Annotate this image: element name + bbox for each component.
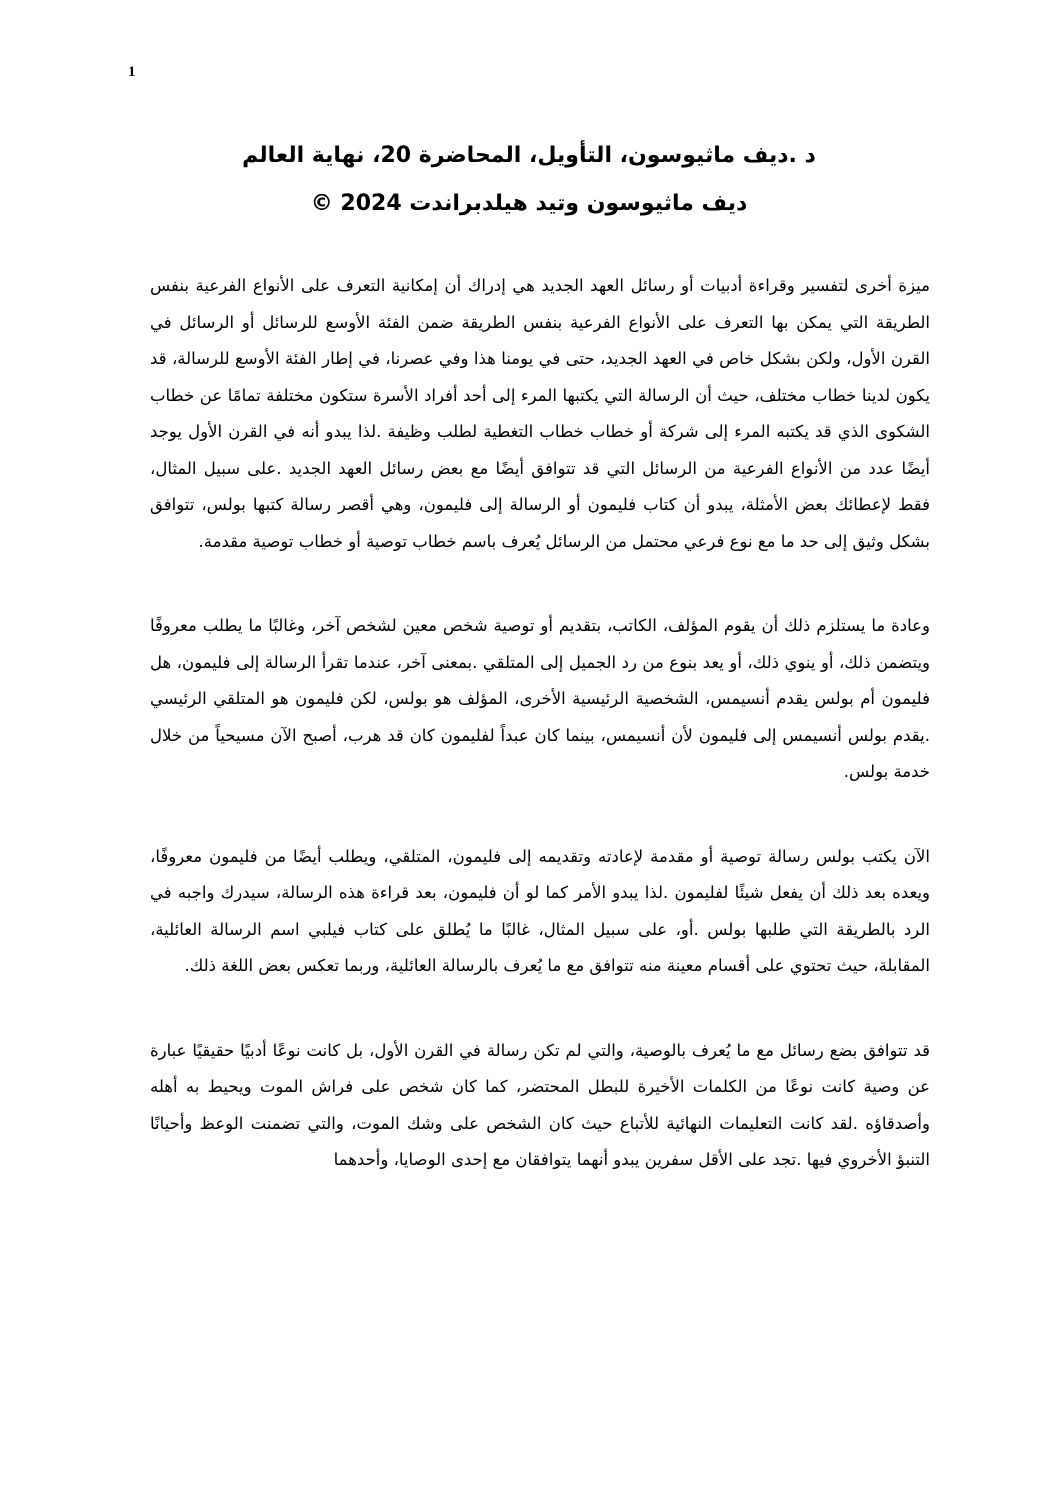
paragraph-2: وعادة ما يستلزم ذلك أن يقوم المؤلف، الكاتب، بتقديم أو توصية شخص معين لشخص آخر، وغالبًا ما يطلب معروفًا ويتضمن ذلك، أو ينوي ذلك، أو يعد بنوع من رد الجميل إلى المتلقي .بمعنى آخر، عندما تقرأ الرسالة إلى فليمون، هل فليمون أم بولس يقدم أنسيمس، الشخصية الرئيسية الأخرى، المؤلف هو بولس، لكن فليمون هو المتلقي الرئيسي .يقدم بولس أنسيمس إلى فليمون لأن أنسيمس، بينما كان عبداً لفليمون كان قد هرب، أصبح الآن مسيحياً من خلال خدمة بولس.: [150, 616, 930, 781]
paragraph-3: الآن يكتب بولس رسالة توصية أو مقدمة لإعادته وتقديمه إلى فليمون، المتلقي، ويطلب أيضًا من فليمون معروفًا، ويعده بعد ذلك أن يفعل شيئًا لفليمون .لذا يبدو الأمر كما لو أن فليمون، بعد قراءة هذه الرسالة، سيدرك واجبه في الرد بالطريقة التي طلبها بولس .أو، على سبيل المثال، غالبًا ما يُطلق على كتاب فيلبي اسم الرسالة العائلية، المقابلة، حيث تحتوي على أقسام معينة منه تتوافق مع ما يُعرف بالرسالة العائلية، وربما تعكس بعض اللغة ذلك.: [150, 846, 930, 975]
document-title: د .ديف ماثيوسون، التأويل، المحاضرة 20، نهاية العالم: [242, 143, 816, 168]
title-block: [150, 132, 908, 228]
copyright-line: ديف ماثيوسون وتيد هيلدبراندت 2024 ©: [310, 191, 748, 216]
page-number: 1: [128, 64, 136, 80]
document-body: [150, 268, 930, 1227]
paragraph-4: قد تتوافق بضع رسائل مع ما يُعرف بالوصية، والتي لم تكن رسالة في القرن الأول، بل كانت نوعًا أدبيًا حقيقيًا عبارة عن وصية كانت نوعًا من الكلمات الأخيرة للبطل المحتضر، كما كان شخص على فراش الموت ويحيط به أهله وأصدقاؤه .لقد كانت التعليمات النهائية للأتباع حيث كان الشخص على وشك الموت، والتي تضمنت الوعظ وأحيانًا التنبؤ الأخروي فيها .تجد على الأقل سفرين يبدو أنهما يتوافقان مع إحدى الوصايا، وأحدهما: [150, 1040, 930, 1169]
paragraph-1: ميزة أخرى لتفسير وقراءة أدبيات أو رسائل العهد الجديد هي إدراك أن إمكانية التعرف على الأنواع الفرعية بنفس الطريقة التي يمكن بها التعرف على الأنواع الفرعية بنفس الطريقة ضمن الفئة الأوسع للرسائل أو الرسائل في القرن الأول، ولكن بشكل خاص في العهد الجديد، حتى في يومنا هذا وفي عصرنا، في إطار الفئة الأوسع للرسالة، قد يكون لدينا خطاب مختلف، حيث أن الرسالة التي يكتبها المرء إلى أحد أفراد الأسرة ستكون مختلفة تمامًا عن خطاب الشكوى الذي قد يكتبه المرء إلى شركة أو خطاب خطاب التغطية لطلب وظيفة .لذا يبدو أنه في القرن الأول يوجد أيضًا عدد من الأنواع الفرعية من الرسائل التي قد تتوافق أيضًا مع بعض رسائل العهد الجديد .على سبيل المثال، فقط لإعطائك بعض الأمثلة، يبدو أن كتاب فليمون أو الرسالة إلى فليمون، وهي أقصر رسالة كتبها بولس، تتوافق بشكل وثيق إلى حد ما مع نوع فرعي محتمل من الرسائل يُعرف باسم خطاب توصية أو خطاب توصية مقدمة.: [150, 276, 930, 551]
